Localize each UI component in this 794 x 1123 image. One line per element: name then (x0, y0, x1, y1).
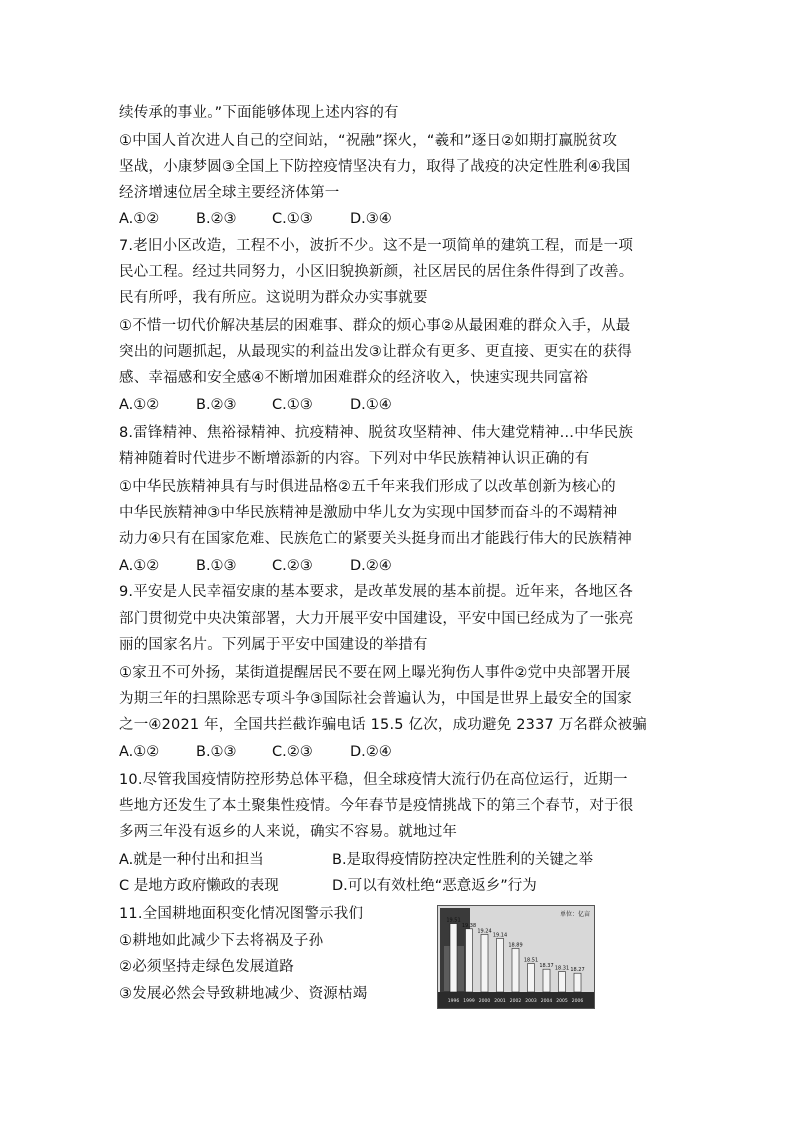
option-b: B.②③ (196, 211, 237, 227)
text-line: 民心工程。经过共同努力，小区旧貌换新颜，社区居民的居住条件得到了改善。 (119, 264, 634, 280)
option-d: D.③④ (350, 211, 392, 227)
chart-category-label: 1996 (447, 999, 460, 1004)
option-b: B.①③ (196, 558, 237, 574)
chart-bar (512, 948, 519, 992)
chart-bar (450, 924, 457, 992)
option-d: D.②④ (350, 744, 392, 760)
option-a: A.①② (119, 558, 160, 574)
chart-bar (543, 969, 550, 992)
option-b: B.①③ (196, 744, 237, 760)
text-line: 多两三年没有返乡的人来说，确实不容易。就地过年 (119, 824, 458, 840)
text-line: 续传承的事业。”下面能够体现上述内容的有 (119, 105, 399, 121)
text-line: 坚战，小康梦圆③全国上下防控疫情坚决有力，取得了战疫的决定性胜利④我国 (119, 159, 631, 175)
text-line: 些地方还发生了本土聚集性疫情。今年春节是疫情挑战下的第三个春节，对于很 (119, 798, 634, 814)
text-line: 部门贯彻党中央决策部署，大力开展平安中国建设，平安中国已经成为了一张亮 (119, 611, 634, 627)
chart-value-label: 19.24 (477, 928, 492, 935)
chart-value-label: 19.51 (446, 917, 461, 924)
text-line: 丽的国家名片。下列属于平安中国建设的举措有 (119, 637, 428, 653)
text-line: 之一④2021 年，全国共拦截诈骗电话 15.5 亿次，成功避免 2337 万名群众被骗 (119, 717, 647, 733)
text-line: ①中国人首次进人自己的空间站，“祝融”探火，“羲和”逐日②如期打赢脱贫攻 (119, 133, 618, 149)
text-line: 为期三年的扫黑除恶专项斗争③国际社会普遍认为，中国是世界上最安全的国家 (119, 691, 632, 707)
chart-bar (466, 929, 473, 992)
chart-category-label: 2003 (525, 999, 537, 1004)
chart-category-label: 2002 (509, 999, 522, 1004)
chart-bar (574, 973, 581, 992)
option-b: B.②③ (196, 397, 237, 413)
chart-value-label: 19.38 (461, 922, 477, 929)
chart-unit-label: 单位：亿亩 (559, 911, 590, 918)
chart-category-label: 2005 (556, 999, 568, 1004)
option-d: D.①④ (350, 397, 392, 413)
text-line: 感、幸福感和安全感④不断增加困难群众的经济收入，快速实现共同富裕 (119, 370, 588, 386)
chart-bar (559, 972, 566, 992)
text-line: ①家丑不可外扬，某街道提醒居民不要在网上曝光狗伤人事件②党中央部署开展 (119, 665, 631, 681)
question-9: 9.平安是人民幸福安康的基本要求，是改革发展的基本前提。近年来，各地区各 (119, 584, 634, 600)
chart-value-label: 18.31 (554, 965, 570, 972)
question-7: 7.老旧小区改造，工程不小，波折不少。这不是一项简单的建筑工程，而是一项 (119, 238, 634, 254)
question-10: 10.尽管我国疫情防控形势总体平稳，但全球疫情大流行仍在高位运行，近期一 (119, 772, 628, 788)
chart-bar (497, 938, 504, 992)
farmland-chart (437, 905, 595, 1009)
option-d: D.可以有效杜绝“恶意返乡”行为 (332, 878, 537, 894)
chart-category-label: 2006 (571, 999, 584, 1004)
option-c: C 是地方政府懒政的表现 (119, 878, 279, 894)
option-c: C.①③ (272, 211, 313, 227)
question-8: 8.雷锋精神、焦裕禄精神、抗疫精神、脱贫攻坚精神、伟大建党精神…中华民族 (119, 425, 634, 441)
option-a: A.①② (119, 211, 160, 227)
text-line: ③发展必然会导致耕地减少、资源枯竭 (119, 986, 368, 1002)
option-d: D.②④ (350, 558, 392, 574)
chart-value-label: 18.37 (539, 963, 554, 970)
option-c: C.②③ (272, 558, 313, 574)
text-line: ①耕地如此减少下去将祸及子孙 (119, 933, 324, 949)
text-line: ①不惜一切代价解决基层的困难事、群众的烦心事②从最困难的群众入手，从最 (119, 318, 631, 334)
question-11: 11.全国耕地面积变化情况图警示我们 (119, 906, 364, 922)
text-line: 精神随着时代进步不断增添新的内容。下列对中华民族精神认识正确的有 (119, 451, 590, 467)
text-line: 突出的问题抓起，从最现实的利益出发③让群众有更多、更直接、更实在的获得 (119, 344, 632, 360)
text-line: 动力④只有在国家危难、民族危亡的紧要关头挺身而出才能践行伟大的民族精神 (119, 531, 632, 547)
option-c: C.②③ (272, 744, 313, 760)
chart-category-label: 2001 (494, 999, 506, 1004)
text-line: ①中华民族精神具有与时俱进品格②五千年来我们形成了以改革创新为核心的 (119, 479, 616, 495)
chart-category-label: 2000 (478, 999, 491, 1004)
chart-category-label: 2004 (540, 999, 553, 1004)
chart-value-label: 18.51 (523, 957, 539, 964)
option-a: A.①② (119, 397, 160, 413)
chart-value-label: 18.89 (508, 942, 523, 949)
option-b: B.是取得疫情防控决定性胜利的关键之举 (332, 852, 594, 868)
text-line: 经济增速位居全球主要经济体第一 (119, 185, 340, 201)
chart-category-label: 1999 (463, 999, 475, 1004)
chart-value-label: 18.27 (570, 967, 585, 974)
chart-value-label: 19.14 (492, 932, 508, 939)
option-a: A.就是一种付出和担当 (119, 852, 264, 868)
text-line: ②必须坚持走绿色发展道路 (119, 959, 294, 975)
option-c: C.①③ (272, 397, 313, 413)
text-line: 中华民族精神③中华民族精神是激励中华儿女为实现中国梦而奋斗的不竭精神 (119, 505, 618, 521)
option-a: A.①② (119, 744, 160, 760)
chart-bar (528, 964, 535, 992)
text-line: 民有所呼，我有所应。这说明为群众办实事就要 (119, 290, 428, 306)
chart-bar (481, 934, 488, 992)
